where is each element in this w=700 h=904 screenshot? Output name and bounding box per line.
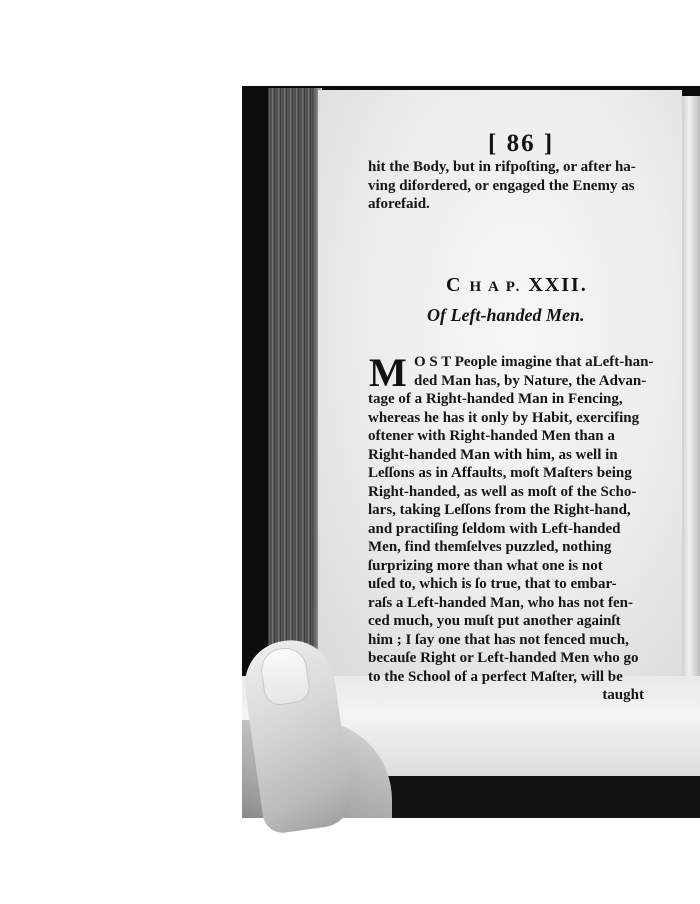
text-line: ced much, you muſt put another againſt xyxy=(368,613,621,629)
text-line: ving difordered, or engaged the Enemy as xyxy=(368,177,635,194)
text-line: him ; I ſay one that has not fenced much, xyxy=(368,631,629,648)
text-line: to the School of a perfect Maſter, will be xyxy=(368,668,623,685)
text-line: Men, find themſelves puzzled, nothing xyxy=(368,539,612,555)
text-line: Right-handed Man with him, as well in xyxy=(368,446,618,463)
text-line: oftener with Right-handed Men than a xyxy=(368,428,615,444)
text-line: hit the Body, but in rifpoſting, or after ha- xyxy=(368,159,636,175)
drop-cap: M xyxy=(369,350,407,395)
book-page-edges xyxy=(268,88,316,678)
text-line: becauſe Right or Left-handed Men who go xyxy=(368,650,639,666)
text-line: raſs a Left-handed Man, who has not fen- xyxy=(368,594,634,611)
chapter-subtitle: Of Left-handed Men. xyxy=(427,305,585,325)
text-line: Leſſons as in Affaults, moſt Maſters being xyxy=(368,465,632,481)
chapter-heading xyxy=(446,274,588,297)
chapter-heading-word: H A P. xyxy=(469,279,522,295)
chapter-heading-initial: C xyxy=(446,274,463,296)
next-page-edge xyxy=(682,96,700,676)
text-line: tage of a Right-handed Man in Fencing, xyxy=(368,391,623,407)
text-line: Right-handed, as well as moſt of the Scho- xyxy=(368,483,637,500)
text-line: ſurprizing more than what one is not xyxy=(368,557,603,574)
catchword: taught xyxy=(602,687,644,703)
chapter-number: XXII. xyxy=(528,274,588,296)
text-line: ded Man has, by Nature, the Advan- xyxy=(414,372,647,389)
text-line: lars, taking Leſſons from the Right-hand, xyxy=(368,502,631,518)
page-number: [ 86 ] xyxy=(488,130,555,157)
text-line: and practiſing ſeldom with Left-handed xyxy=(368,520,621,537)
text-line: aforefaid. xyxy=(368,196,430,212)
continued-text xyxy=(368,158,674,214)
chapter-body xyxy=(368,350,674,705)
text-line: O S T People imagine that aLeft-han- xyxy=(414,354,654,370)
text-line: whereas he has it only by Habit, exercifing xyxy=(368,409,640,426)
text-line: uſed to, which is ſo true, that to embar- xyxy=(368,576,617,592)
